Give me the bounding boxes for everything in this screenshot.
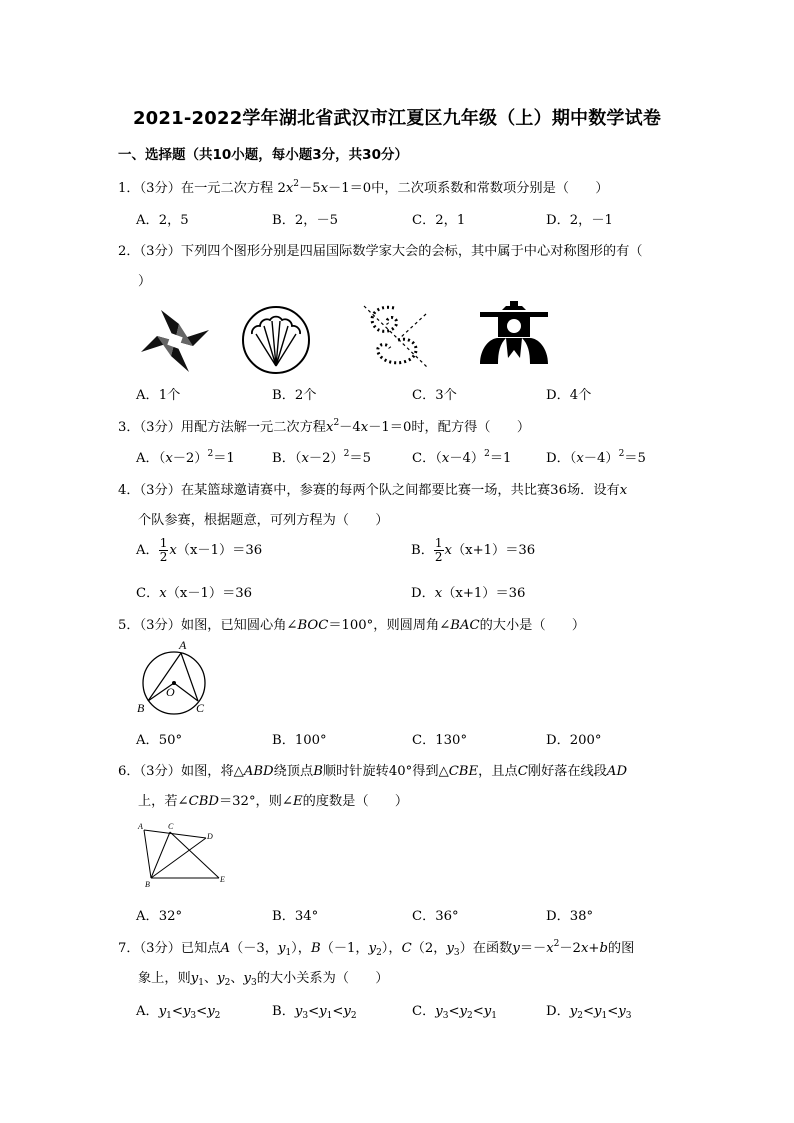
q5-option-d[interactable]: D．200°	[546, 733, 602, 748]
label-a: A	[179, 638, 187, 652]
q2-option-d[interactable]: D．4个	[546, 388, 592, 403]
q4-option-d[interactable]: D．x（x+1）＝36	[411, 586, 526, 601]
label-b: B	[137, 701, 145, 715]
q1-option-b[interactable]: B．2，－5	[272, 213, 339, 228]
q4-option-c[interactable]: C．x（x－1）＝36	[136, 586, 253, 601]
q6-option-c[interactable]: C．36°	[412, 909, 459, 924]
fraction-one-half: $\frac{1}{2}$	[159, 536, 168, 564]
q5-option-a[interactable]: A．50°	[136, 733, 183, 748]
label-a: A	[138, 822, 143, 831]
section-heading: 一、选择题（共10小题，每小题3分，共30分）	[118, 147, 408, 163]
label-e: E	[220, 875, 225, 884]
page-title: 2021-2022学年湖北省武汉市江夏区九年级（上）期中数学试卷	[132, 108, 662, 129]
question-6-stem: 6．（3分）如图，将△ABD绕顶点B顺时针旋转40°得到△CBE，且点C刚好落在线段AD	[118, 764, 628, 779]
q6-option-a[interactable]: A．32°	[136, 909, 183, 924]
q2-option-b[interactable]: B．2个	[272, 388, 317, 403]
question-2-stem-cont: ）	[138, 274, 152, 289]
question-4-stem: 4．（3分）在某篮球邀请赛中，参赛的每两个队之间都要比赛一场，共比赛36场．设有x	[118, 483, 628, 498]
q3-option-b[interactable]: B．$(x-2)^2=5$	[272, 449, 371, 466]
label-c: C	[168, 822, 174, 831]
q5-option-c[interactable]: C．130°	[412, 733, 468, 748]
question-7-stem: 7．（3分）已知点A（－3，$y_1$），B（－1，$y_2$），C（2，$y_3$）在函数$y=-x^2-2x+b$的图	[118, 939, 635, 958]
circle-angle-figure	[132, 638, 212, 718]
q7-option-c[interactable]: C．$y_3<y_2<y_1$	[412, 1004, 497, 1021]
question-5-stem: 5．（3分）如图，已知圆心角∠BOC＝100°，则圆周角∠BAC的大小是（ ）	[118, 618, 586, 633]
question-7-stem-cont: 象上，则$y_1$、$y_2$、$y_3$的大小关系为（ ）	[138, 971, 389, 988]
q1-option-a[interactable]: A．2，5	[136, 213, 189, 228]
label-c: C	[196, 701, 205, 715]
question-1-stem: 1．（3分）在一元二次方程 $2x^2-5x-1=0$中，二次项系数和常数项分别是（ ）	[118, 179, 609, 196]
q3-option-d[interactable]: D．$(x-4)^2=5$	[546, 449, 646, 466]
q6-option-b[interactable]: B．34°	[272, 909, 319, 924]
q6-option-d[interactable]: D．38°	[546, 909, 594, 924]
pagoda-logo-figure	[476, 300, 552, 366]
q1-option-c[interactable]: C．2，1	[412, 213, 466, 228]
q4-option-b[interactable]: B． $\frac{1}{2}$ x（x+1）＝36	[411, 536, 536, 564]
q3-option-c[interactable]: C．$(x-4)^2=1$	[412, 449, 512, 466]
question-3-stem: 3．（3分）用配方法解一元二次方程$x^2-4x-1=0$时，配方得（ ）	[118, 418, 531, 435]
q1-option-d[interactable]: D．2，－1	[546, 213, 613, 228]
q3-option-a[interactable]: A．$(x-2)^2=1$	[136, 449, 235, 466]
label-d: D	[207, 832, 213, 841]
pinwheel-logo-figure	[139, 308, 211, 374]
label-b: B	[145, 880, 150, 889]
q2-option-a[interactable]: A．1个	[136, 388, 181, 403]
q7-option-b[interactable]: B．$y_3<y_1<y_2$	[272, 1004, 357, 1021]
label-o: O	[166, 685, 175, 699]
dotted-spiral-logo-figure	[356, 300, 436, 374]
q7-option-d[interactable]: D．$y_2<y_1<y_3$	[546, 1004, 632, 1021]
q4-option-a[interactable]: A． $\frac{1}{2}$ x（x－1）＝36	[136, 536, 263, 564]
circle-arcs-logo-figure	[240, 304, 312, 376]
q2-option-c[interactable]: C．3个	[412, 388, 457, 403]
q5-option-b[interactable]: B．100°	[272, 733, 327, 748]
q7-option-a[interactable]: A．$y_1<y_3<y_2$	[136, 1004, 221, 1021]
fraction-one-half: $\frac{1}{2}$	[434, 536, 443, 564]
rotated-triangles-figure	[134, 820, 234, 890]
question-2-stem: 2．（3分）下列四个图形分别是四届国际数学家大会的会标，其中属于中心对称图形的有（	[118, 244, 643, 259]
question-4-stem-cont: 个队参赛，根据题意，可列方程为（ ）	[138, 513, 389, 528]
question-6-stem-cont: 上，若∠CBD＝32°，则∠E的度数是（ ）	[138, 794, 409, 809]
